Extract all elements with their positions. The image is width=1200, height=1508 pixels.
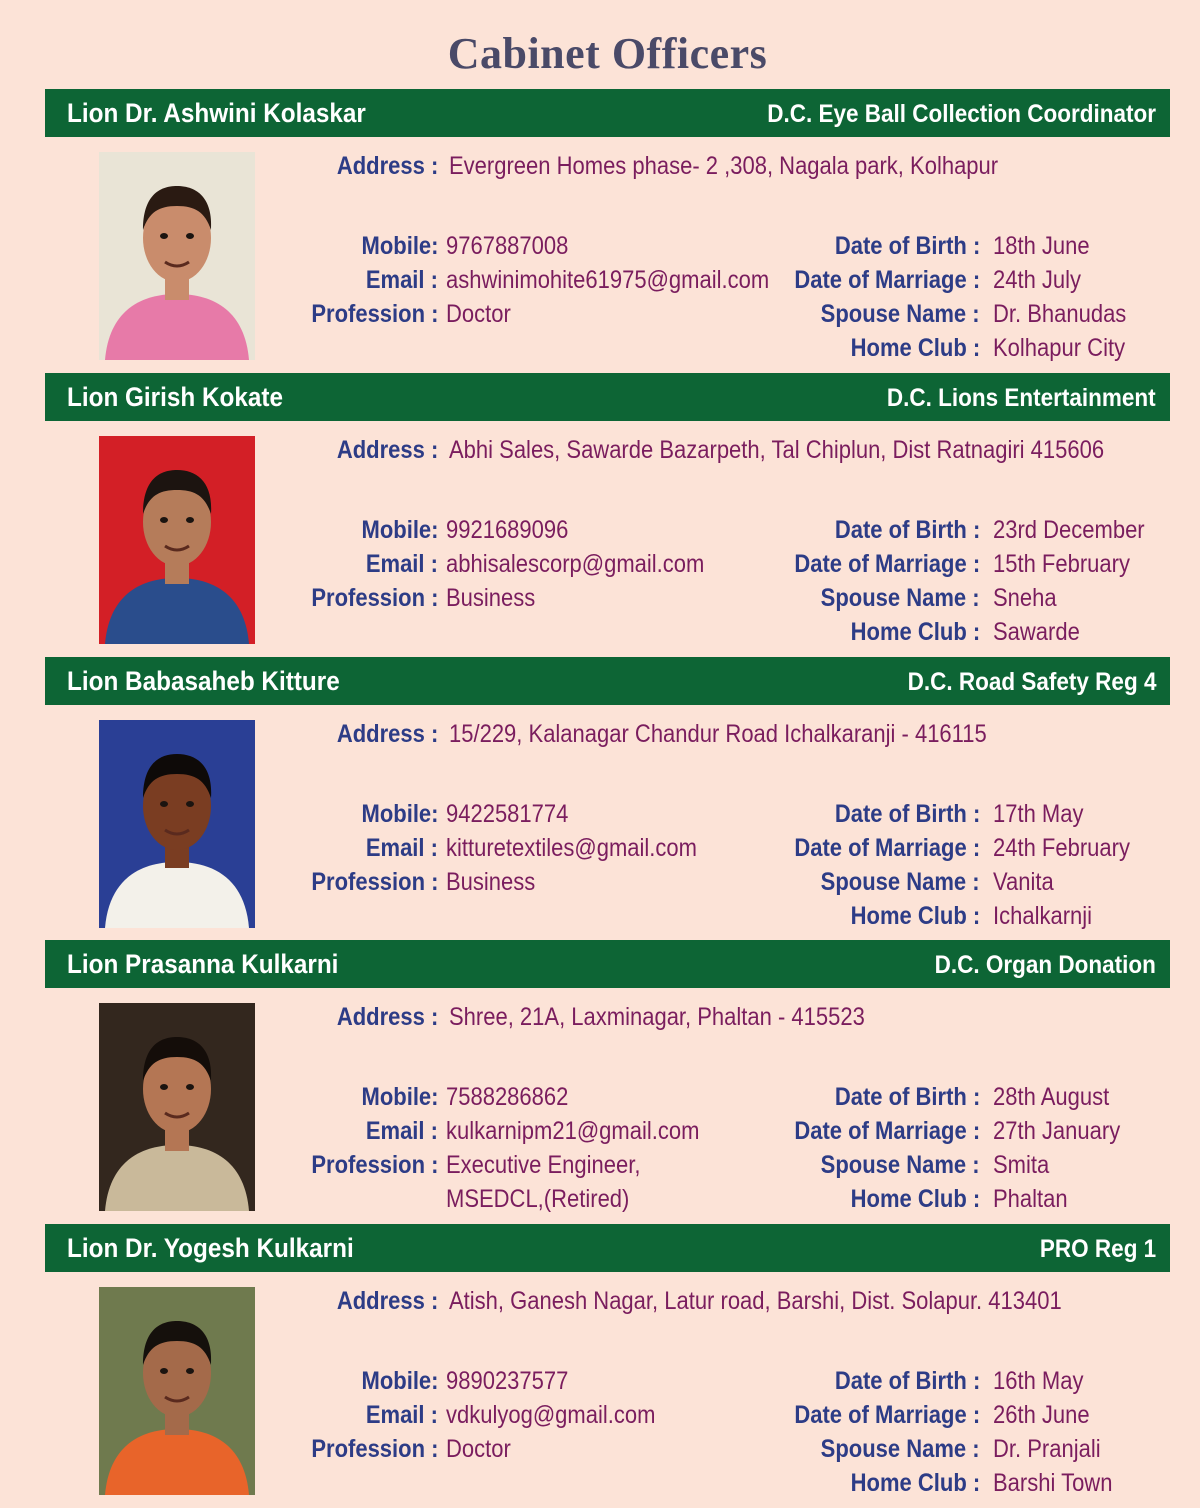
- officer-card: [0, 89, 1200, 373]
- mobile-label: Mobile:: [361, 1083, 438, 1111]
- officer-role: D.C. Lions Entertainment: [887, 384, 1156, 412]
- address-value: Shree, 21A, Laxminagar, Phaltan - 415523: [449, 1003, 865, 1031]
- address-label: Address :: [336, 152, 438, 180]
- spouse-label: Spouse Name :: [821, 868, 980, 896]
- mobile-label: Mobile:: [361, 232, 438, 260]
- dom-value: 27th January: [993, 1117, 1121, 1145]
- officer-role: D.C. Eye Ball Collection Coordinator: [767, 100, 1156, 128]
- profession-label: Profession :: [310, 1151, 438, 1179]
- address-label: Address :: [336, 720, 438, 748]
- profession-value: Business: [446, 868, 536, 896]
- dom-value: 24th July: [993, 266, 1082, 294]
- profession-value: Executive Engineer,: [446, 1151, 641, 1179]
- profession-value: Doctor: [446, 300, 511, 328]
- profession-label: Profession :: [310, 584, 438, 612]
- email-value: kitturetextiles@gmail.com: [446, 834, 697, 862]
- spouse-label: Spouse Name :: [821, 1151, 980, 1179]
- spouse-value: Dr. Bhanudas: [993, 300, 1127, 328]
- home-club-value: Phaltan: [993, 1185, 1068, 1213]
- officer-name: Lion Prasanna Kulkarni: [67, 949, 339, 979]
- home-club-label: Home Club :: [850, 1469, 980, 1497]
- dom-label: Date of Marriage :: [794, 1117, 980, 1145]
- dom-label: Date of Marriage :: [794, 550, 980, 578]
- officer-role: D.C. Organ Donation: [934, 951, 1156, 979]
- spouse-value: Vanita: [993, 868, 1054, 896]
- officer-header-band: [45, 89, 1170, 137]
- officer-photo: [99, 720, 255, 928]
- officer-name: Lion Girish Kokate: [67, 382, 284, 412]
- spouse-label: Spouse Name :: [821, 1435, 980, 1463]
- officer-card: [0, 657, 1200, 941]
- mobile-label: Mobile:: [361, 516, 438, 544]
- officer-header-band: [45, 1224, 1170, 1272]
- dob-label: Date of Birth :: [834, 1367, 980, 1395]
- email-value: vdkulyog@gmail.com: [446, 1401, 656, 1429]
- profession-label: Profession :: [310, 300, 438, 328]
- mobile-value: 7588286862: [446, 1083, 569, 1111]
- officer-photo: [99, 436, 255, 644]
- dom-label: Date of Marriage :: [794, 266, 980, 294]
- home-club-value: Barshi Town: [993, 1469, 1113, 1497]
- home-club-value: Ichalkarnji: [993, 902, 1093, 930]
- mobile-value: 9921689096: [446, 516, 569, 544]
- address-label: Address :: [336, 1287, 438, 1315]
- officer-header-band: [45, 657, 1170, 705]
- mobile-value: 9422581774: [446, 800, 569, 828]
- email-label: Email :: [365, 550, 438, 578]
- email-label: Email :: [365, 834, 438, 862]
- profession-value-line2: MSEDCL,(Retired): [446, 1185, 630, 1213]
- email-value: kulkarnipm21@gmail.com: [446, 1117, 700, 1145]
- dom-value: 24th February: [993, 834, 1130, 862]
- dob-label: Date of Birth :: [834, 516, 980, 544]
- email-label: Email :: [365, 266, 438, 294]
- home-club-value: Sawarde: [993, 618, 1080, 646]
- email-label: Email :: [365, 1117, 438, 1145]
- home-club-label: Home Club :: [850, 902, 980, 930]
- address-label: Address :: [336, 436, 438, 464]
- dob-label: Date of Birth :: [834, 1083, 980, 1111]
- dob-value: 28th August: [993, 1083, 1110, 1111]
- officer-header-band: [45, 373, 1170, 421]
- officer-role: PRO Reg 1: [1039, 1235, 1156, 1263]
- mobile-label: Mobile:: [361, 1367, 438, 1395]
- profession-value: Doctor: [446, 1435, 511, 1463]
- dom-label: Date of Marriage :: [794, 1401, 980, 1429]
- officer-header-band: [45, 940, 1170, 988]
- officer-name: Lion Dr. Yogesh Kulkarni: [67, 1233, 354, 1263]
- address-value: 15/229, Kalanagar Chandur Road Ichalkaranji - 416115: [449, 720, 987, 748]
- home-club-value: Kolhapur City: [993, 334, 1126, 362]
- dom-value: 26th June: [993, 1401, 1090, 1429]
- email-value: ashwinimohite61975@gmail.com: [446, 266, 770, 294]
- dob-label: Date of Birth :: [834, 800, 980, 828]
- profession-label: Profession :: [310, 1435, 438, 1463]
- dom-label: Date of Marriage :: [794, 834, 980, 862]
- address-label: Address :: [336, 1003, 438, 1031]
- spouse-label: Spouse Name :: [821, 300, 980, 328]
- home-club-label: Home Club :: [850, 334, 980, 362]
- dom-value: 15th February: [993, 550, 1130, 578]
- profession-value: Business: [446, 584, 536, 612]
- spouse-value: Smita: [993, 1151, 1050, 1179]
- mobile-value: 9890237577: [446, 1367, 569, 1395]
- officer-name: Lion Babasaheb Kitture: [67, 666, 340, 696]
- address-value: Atish, Ganesh Nagar, Latur road, Barshi, Dist. Solapur. 413401: [449, 1287, 1062, 1315]
- profession-label: Profession :: [310, 868, 438, 896]
- officer-photo: [99, 152, 255, 360]
- address-value: Abhi Sales, Sawarde Bazarpeth, Tal Chiplun, Dist Ratnagiri 415606: [449, 436, 1105, 464]
- officer-card: [0, 1224, 1200, 1508]
- home-club-label: Home Club :: [850, 1185, 980, 1213]
- spouse-value: Dr. Pranjali: [993, 1435, 1101, 1463]
- officer-card: [0, 373, 1200, 657]
- email-value: abhisalescorp@gmail.com: [446, 550, 705, 578]
- mobile-label: Mobile:: [361, 800, 438, 828]
- spouse-value: Sneha: [993, 584, 1057, 612]
- officer-photo: [99, 1003, 255, 1211]
- mobile-value: 9767887008: [446, 232, 569, 260]
- spouse-label: Spouse Name :: [821, 584, 980, 612]
- dob-label: Date of Birth :: [834, 232, 980, 260]
- officer-role: D.C. Road Safety Reg 4: [907, 668, 1156, 696]
- officer-name: Lion Dr. Ashwini Kolaskar: [67, 98, 366, 128]
- officer-card: [0, 940, 1200, 1224]
- home-club-label: Home Club :: [850, 618, 980, 646]
- address-value: Evergreen Homes phase- 2 ,308, Nagala park, Kolhapur: [449, 152, 999, 180]
- dob-value: 17th May: [993, 800, 1084, 828]
- officer-photo: [99, 1287, 255, 1495]
- page-title: Cabinet Officers: [447, 29, 768, 78]
- dob-value: 16th May: [993, 1367, 1084, 1395]
- email-label: Email :: [365, 1401, 438, 1429]
- dob-value: 18th June: [993, 232, 1090, 260]
- dob-value: 23rd December: [993, 516, 1145, 544]
